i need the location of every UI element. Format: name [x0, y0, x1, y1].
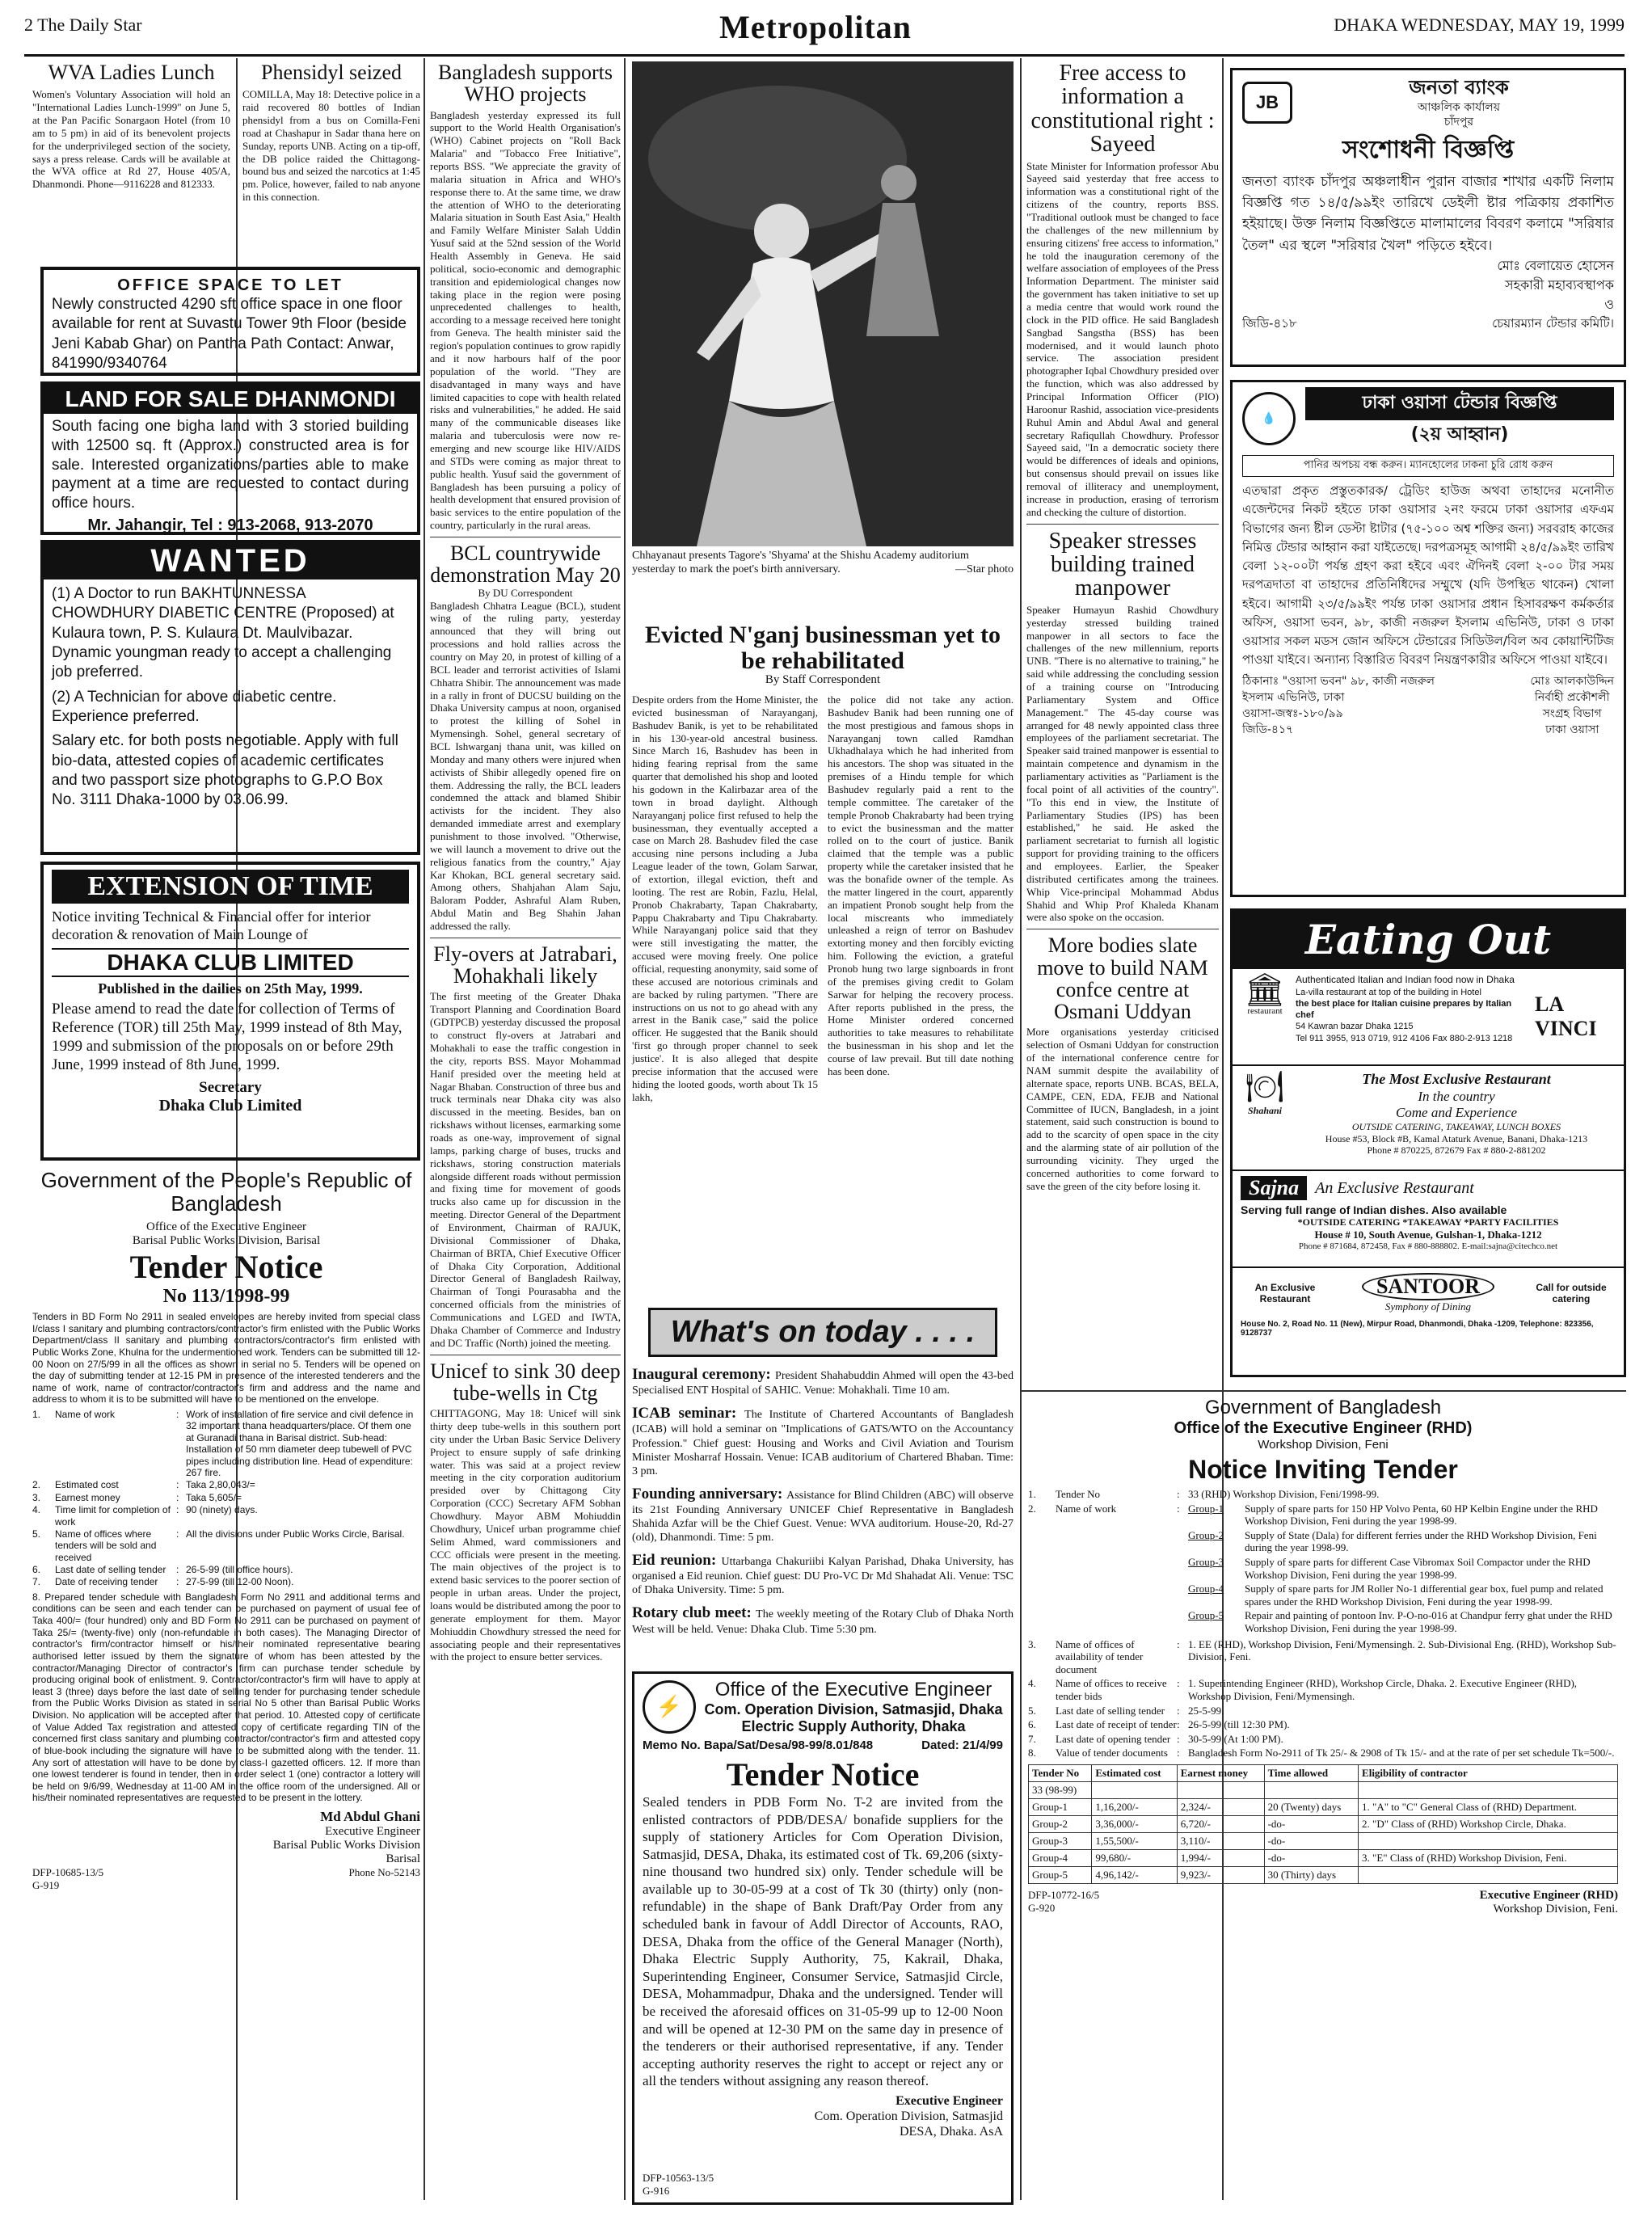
- photo-credit: —Star photo: [955, 563, 1014, 575]
- table-cell: Group-4: [1029, 1849, 1092, 1866]
- rhd-group: [1188, 1609, 1618, 1634]
- article-headline: WVA Ladies Lunch: [48, 61, 215, 84]
- table-cell: -do-: [1264, 1849, 1358, 1866]
- row-value: Work of installation of fire service and civil defence in 32 important thana headquarters/place. Of them one at Guranadi thana in Barisal district. Sub-head: Installation of 50 mm diameter deep tubewell of PVC pipes including distribution line. Head of expenditure: 267 fire.: [186, 1409, 414, 1478]
- dance-photo: [632, 61, 1014, 546]
- ad-phone: Phone # 871684, 872458, Fax # 880-888802. E-mail:sajna@citechco.net: [1298, 1241, 1558, 1251]
- desa-office: Office of the Executive Engineer: [714, 1679, 992, 1701]
- table-cell: [1359, 1781, 1618, 1798]
- ad-line: The Most Exclusive Restaurant: [1362, 1071, 1551, 1087]
- whats-on-heading: Eid reunion:: [632, 1552, 722, 1570]
- avail-offices: 1. EE (RHD), Workshop Division, Feni/Mymensingh. 2. Sub-Divisional Eng. (RHD), Workshop Sub-Division, Feni.: [1188, 1637, 1616, 1663]
- table-cell: 3. "E" Class of (RHD) Workshop Division, Feni.: [1359, 1849, 1618, 1866]
- ad-paragraph: (2) A Technician for above diabetic centre. Experience preferred.: [52, 688, 337, 725]
- desa-logo-icon: ⚡: [643, 1680, 696, 1734]
- photo-caption-block: [632, 550, 1014, 614]
- ad-address: 54 Kawran bazar Dhaka 1215: [1296, 1022, 1414, 1032]
- row-key: Last date of selling tender: [1056, 1704, 1165, 1717]
- table-cell: [1177, 1781, 1264, 1798]
- restaurant-icon: 🏛: [1244, 971, 1286, 1008]
- signature: Secretary: [199, 1079, 262, 1097]
- lavinci-logo: LA VINCI: [1535, 992, 1597, 1040]
- row-colon: :: [176, 1564, 179, 1576]
- table-cell: 4,96,142/-: [1092, 1866, 1177, 1883]
- g-code: G-919: [32, 1879, 60, 1892]
- row-number: 3.: [32, 1491, 41, 1503]
- photo-caption: Chhayanaut presents Tagore's 'Shyama' at the Shishu Academy auditorium yesterday to mark the poet's birth anniversary.: [632, 550, 969, 575]
- whats-on-heading: Inaugural ceremony:: [632, 1366, 776, 1383]
- table-cell: Group-1: [1029, 1798, 1092, 1815]
- signatory-name: Md Abdul Ghani: [320, 1809, 420, 1825]
- bcl-headline: BCL countrywide demonstration May 20: [430, 541, 621, 588]
- table-row: [1029, 1849, 1618, 1866]
- shahani-name: Shahani: [1247, 1104, 1283, 1116]
- row-value: 30-5-99 (At 1:00 PM).: [1188, 1732, 1283, 1745]
- row-number: 7.: [32, 1576, 41, 1588]
- table-cell: [1264, 1781, 1358, 1798]
- tender-notes: 8. Prepared tender schedule with Bangladesh Form No 2911 and additional terms and conditions can be seen and each tender can be purchased on payment of usual fee of Taka 400/= (four hundred) only and BD Form No 2911 can be purchased on payment of Taka 25/= (twenty-five) only (non-refundable in both cases). The Managing Director of contractor's firm/contractor himself or his/their nominated representative bearing authorised letter issued by them the signature of whom has been attested by the contractor/Managing Director of contractor's firm can purchase tender schedule by producing original book of enlistment. 9. Contractor/contractor's firm will have to apply at least 3 (three) days before the last date of selling tender for purchasing tender schedule from the Public Works Division as stated in serial No 5 other than Barisal Public Works Division. No application will be accepted after that period. 10. Attested copy of certificate of Value Added Tax registration and attested copy of certificate regarding TIN of the concerned first class sanitary and plumbing contractor/contractor's firm and attested copy of blue-book including the signature will have to be submitted along with the tender. 11. Any sort of attestation will have to be done by class-I gazetted officers. 12. If more than one lowest tenderer is found in tender, then in order select 1 (one) contractor a lottery will be held on 9/6/99, Wednesday at 11-00 AM in the office room of the undersigned. All or his/their nominated representatives are requested to be present in the lottery.: [32, 1591, 420, 1804]
- sajna-tagline: An Exclusive Restaurant: [1315, 1178, 1474, 1197]
- g-code: G-920: [1028, 1901, 1056, 1914]
- whats-on-text: The Institute of Chartered Accountants of Bangladesh (ICAB) will hold a seminar on "Implications of GATS/WTO on the Accountancy Profession." Chief guest: Housing and Works and Civil Aviation and Tourism Minister Mosharraf Hossain. Venue: ICAB auditorium of Chartered Bhaban. Time: 3 pm.: [632, 1409, 1014, 1477]
- santoor-right: Call for outside catering: [1536, 1282, 1607, 1304]
- recv-offices: 1. Superintending Engineer (RHD), Workshop Circle, Dhaka. 2. Executive Engineer (RHD), Workshop Division, Feni/Mymensingh.: [1188, 1677, 1578, 1702]
- whats-on-item: [632, 1365, 1014, 1397]
- row-number: 8.: [1028, 1747, 1036, 1760]
- wasa-body: এতদ্বারা প্রকৃত প্রস্তুতকারক/ ট্রেডিং হাউজ অথবা তাহাদের মনোনীত এজেন্টদের নিকট হইতে ঢাকা ওয়াসার ২নং ফরমে ঢাকা ওয়াসার এফএম বিভাগের জন্য ষ্টীল ডেস্টা ষ্টাটার (৭৫-১০০ অশ্ব শক্তির জন্য) সরবরাহ কাজের নিমিত্ত টেন্ডার আহ্বান করা যাইতেছে। দরপত্রসমূহ আগামী ২৪/৫/৯৯ইং তারিখ বেলা ১২-০০টা পর্যন্ত গ্রহণ করা হইবে এবং ঐদিনই বেলা ২-০০ টার সময় দরপত্রদাতা বা তাহাদের প্রতিনিধিদের সম্মুখে (যদি উপস্থিত থাকেন) খোলা হইবে। আগামী ২৩/৫/৯৯ইং পর্যন্ত ঢাকা ওয়াসার প্রধান হিসাবরক্ষণ কর্মকর্তার অফিস, ওয়াসা ভবন, ৯৮, কাজী নজরুল ইসলাম এভিনিউ, ঢাকা ও ঢাকা ওয়াসার সকল মডস জোন অফিসে টেন্ডারের সিডিউল/বিল অব কোয়ান্টিটিজ পাওয়া যাইবে। অন্যান্য বিস্তারিত বিবরণ নিয়ন্ত্রণকারীর অফিসে পাওয়া যাইবে।: [1242, 483, 1614, 668]
- notice-body: জনতা ব্যাংক চাঁদপুর অঞ্চলাধীন পুরান বাজার শাখার একটি নিলাম বিজ্ঞপ্তি গত ১৪/৫/৯৯ইং তারিখে ডেইলী ষ্টার পত্রিকায় প্রকাশিত হইয়াছে। উক্ত নিলাম বিজ্ঞপ্তিতে মালামালের বিবরণ কলামে "সরিষার তৈল" এর স্থলে "সরিষার খৈল" পড়িতে হইবে।: [1242, 173, 1614, 254]
- row-number: 6.: [32, 1564, 41, 1576]
- shahani-ad: [1233, 1066, 1624, 1171]
- table-cell: 33 (98-99): [1029, 1781, 1092, 1798]
- ad-line: Come and Experience: [1395, 1104, 1518, 1120]
- flyovers-headline: Fly-overs at Jatrabari, Mohakhali likely: [433, 942, 617, 988]
- ad-address: House #53, Block #B, Kamal Ataturk Avenue, Banani, Dhaka-1213: [1325, 1132, 1588, 1144]
- rhd-group: [1188, 1556, 1618, 1581]
- ref-code: জিডি-৪১৭: [1242, 723, 1294, 737]
- row-number: 2.: [32, 1479, 41, 1491]
- wanted-ad: [40, 540, 420, 855]
- row-colon: :: [1177, 1747, 1180, 1760]
- row-number: 1.: [32, 1409, 41, 1420]
- santoor-ad: [1233, 1268, 1624, 1373]
- bcl-body: Bangladesh Chhatra League (BCL), student wing of the ruling party, yesterday announced that they will bring out processions and hold rallies across the country on May 20, in protest of killing of a BCL leader and terrorist activities of Islami Chhatra Shibir. The announcement was made in a rally in front of DUCSU building on the Dhaka University campus at noon, organised to protest the killing of Sohel in Mymensingh. Sohel, general secretary of BCL Ishwarganj thana unit, was killed on Monday and many others were injured when activists of Shibir allegedly opened fire on them. Addressing the rally, the BCL leaders condemned the attack and blamed Shibir activists for the incident. They also demanded immediate arrest and exemplary punishment to those involved. "Otherwise, we will launch a movement to drive out the religious fanatics from the country," Ajay Kar Khokan, BCL general secretary said. Among others, Shahjahan Alam Saju, Baloram Podder, Ashraful Alam Ruben, Abdul Matin and Beg Shahin Jahan addressed the rally.: [430, 599, 621, 933]
- ad-phone: Phone # 870225, 872679 Fax # 880-2-881202: [1367, 1144, 1546, 1157]
- wasa-address: ঠিকানাঃ "ওয়াসা ভবন" ৯৮, কাজী নজরুল ইসলাম এভিনিউ, ঢাকা: [1242, 674, 1435, 704]
- rhd-date-row: [1028, 1705, 1618, 1717]
- column-rule: [624, 58, 626, 2200]
- table-row: [1029, 1798, 1618, 1815]
- tender-rows: [32, 1409, 420, 1588]
- section-title: Metropolitan: [719, 9, 912, 45]
- ad-line: OUTSIDE CATERING, TAKEAWAY, LUNCH BOXES: [1351, 1121, 1561, 1133]
- eating-out-section: [1230, 908, 1626, 1377]
- row-key: Earnest money: [55, 1491, 120, 1503]
- table-header-cell: Time allowed: [1264, 1764, 1358, 1781]
- desa-signature: DESA, Dhaka. AsA: [900, 2125, 1003, 2139]
- rhd-tender-no: 33 (RHD) Workshop Division, Feni/1998-99.: [1188, 1488, 1380, 1500]
- article-column: Despite orders from the Home Minister, the evicted businessman of Narayanganj, Bashudev Banik, is yet to be rehabilitated in his 130-year-old ancestral business. Since March 16, Bashudev has been in hiding fearing reprisal from the same quarter that demolished his shop and looted his godown in the Kalirbazar area of the town in broad daylight. Although Narayanganj police first refused to help the businessman, they eventually accepted a case on March 28. Bashudev filed the case accusing nine persons including a Juba League leader of the town, Golam Sarwar, of extortion, illegal eviction, theft and looting. The rest are Robin, Fazlu, Helal, Pronob Chakrabarty, Tapan Chakrabarty, Pappu Chakrabarty and Tipu Chakrabarty. While Narayanganj police said that they were still investigating the matter, the accused were moving freely. One police official, requesting anonymity, said some of these accused are notorious criminals and are backed by ruling partymen. "There are instructions on us not to go ahead with any arrest in the Banik case," said the police officer. He suggested that the Banik should 'first go through proper channel to seek justice'. It is also alleged that despite precise information that the accused were hiding the looted goods, worth about Tk 15 lakh,: [632, 693, 818, 1103]
- ad-body: South facing one bigha land with 3 storied building with 12500 sq. ft (Approx.) constructed area is for sale. Interested organizations/parties able to make payment at a time are requested to contact during office hours.: [52, 418, 409, 512]
- ad-line: the best place for Italian cuisine prepares by Italian chef: [1296, 998, 1512, 1021]
- ref-code: জিডি-৪১৮: [1242, 315, 1297, 331]
- ad-line: Serving full range of Indian dishes. Also available: [1241, 1203, 1507, 1216]
- santoor-sub: Symphony of Dining: [1384, 1300, 1472, 1313]
- signature: চেয়ারম্যান টেন্ডার কমিটি।: [1492, 315, 1614, 331]
- whats-on-text: Uttarbanga Chakuriibi Kalyan Parishad, Dhaka University, has organised a Eid reunion. Chief guest: DU Pro-VC Dr Md Shahadat Ali. Venue: TSC of Dhaka University. Time: 5 pm.: [632, 1556, 1014, 1597]
- desa-title: Tender Notice: [726, 1756, 920, 1793]
- whats-on-item: [632, 1485, 1014, 1545]
- whats-on-list: [632, 1365, 1014, 1637]
- group-text: Repair and painting of pontoon Inv. P-O-no-016 at Chandpur ferry ghat under the RHD Workshop Division, Feni during the year 1998-99.: [1245, 1609, 1612, 1634]
- santoor-left: An Exclusive Restaurant: [1254, 1282, 1316, 1304]
- whats-on-heading: ICAB seminar:: [632, 1405, 745, 1422]
- row-colon: :: [176, 1576, 179, 1588]
- row-key: Time limit for completion of work: [55, 1504, 171, 1528]
- who-headline: Bangladesh supports WHO projects: [438, 61, 613, 107]
- row-colon: :: [1177, 1704, 1180, 1717]
- row-value: 26-5-99 (till office hours).: [186, 1564, 293, 1576]
- article-byline: By Staff Correspondent: [765, 673, 881, 686]
- table-cell: 3,110/-: [1177, 1832, 1264, 1849]
- signature: নির্বাহী প্রকৌশলী: [1534, 690, 1610, 704]
- ad-line: La-villa restaurant at top of the building in Hotel: [1296, 987, 1481, 997]
- table-row: [1029, 1832, 1618, 1849]
- row-value: Taka 5,605/=: [186, 1491, 242, 1503]
- whats-on-heading: Rotary club meet:: [632, 1604, 756, 1622]
- dfp-code: DFP-10685-13/5: [32, 1866, 104, 1879]
- ad-line: *OUTSIDE CATERING *TAKEAWAY *PARTY FACILITIES: [1297, 1216, 1559, 1228]
- ad-body: Newly constructed 4290 sft office space in one floor available for rent at Suvastu Tower 9th Floor (beside Jeni Kabab Ghar) on Pantha Path Contact: Anwar, 841990/9340764: [52, 296, 407, 372]
- page-folio: 2 The Daily Star: [24, 15, 142, 35]
- signature: সহকারী মহাব্যবস্থাপক: [1505, 276, 1614, 293]
- sajna-logo: Sajna: [1241, 1176, 1307, 1200]
- row-value: Taka 2,80,043/=: [186, 1479, 255, 1491]
- evicted-article: [632, 622, 1014, 1301]
- table-cell: 6,720/-: [1177, 1815, 1264, 1832]
- row-number: 5.: [32, 1528, 41, 1540]
- article-column: the police did not take any action. Bashudev Banik had been running one of the most prestigious and famous shops in Narayanganj town called Ramdhan Ukhadhalaya which he had inherited from his ancestors. The shop was situated in the premises of a Hindu temple for which Bashudev regularly paid a rent to the temple committee. The caretaker of the temple Pronob Chakrabarty had been trying to evict the businessman and the matter rolled on to the court of justice. Banik claimed that the temple was a public property while the caretaker insisted that he was the bonafide owner of the temple. As the matter lingered in the court, apparently an impatient Pronob sought help from the local miscreants who immediately unleashed a reign of terror on Bashudev extorting money and then forcibly evicting him. Following the eviction, a grateful Pronob hung two large signboards in front of the premises giving credit to Golam Sarwar for helping the recovery process. After reports published in the press, the Home Minister ordered concerned authorities to take measures to rehabilitate the businessman in his shop and let the course of law prevail. But till date nothing has been done.: [828, 693, 1014, 1077]
- rhd-date-row: [1028, 1747, 1618, 1760]
- desa-signature: Com. Operation Division, Satmasjid: [814, 2109, 1003, 2124]
- group-text: Supply of State (Dala) for different ferries under the RHD Workshop Division, Feni during the year 1998-99.: [1245, 1528, 1597, 1554]
- wasa-title: ঢাকা ওয়াসা টেন্ডার বিজ্ঞপ্তি: [1305, 387, 1614, 420]
- published-note: Published in the dailies on 25th May, 1999.: [98, 980, 363, 997]
- whats-on-text: Assistance for Blind Children (ABC) will observe its 21st Founding Anniversary UNICEF Chief Representative in Bangladesh Shahida Azfar will be the Chief Guest. Venue: WVA auditorium. House-20, Rd-27 (old), Dhanmondi. Time: 5 pm.: [632, 1489, 1014, 1545]
- desa-memo: Memo No. Bapa/Sat/Desa/98-99/8.01/848: [643, 1738, 874, 1752]
- table-header-cell: Estimated cost: [1092, 1764, 1177, 1781]
- table-cell: -do-: [1264, 1832, 1358, 1849]
- free-access-headline: Free access to information a constitutional right : Sayeed: [1030, 61, 1215, 158]
- article-body: Women's Voluntary Association will hold an "International Ladies Lunch-1999" on June 5, at the Pan Pacific Sonargaon Hotel (from 10 am to 5 pm) in aid of its benevolent projects for the underprivileged section of the society, says a press release. Cards will be available at the WVA office at Rd 27, House 405/A, Dhanmondi. Phone—9116228 and 812333.: [32, 88, 230, 191]
- whats-on-text: President Shahabuddin Ahmed will open the 43-bed Specialised ENT Hospital of SAHIC. Venue: Mohakhali. Time 10 am.: [632, 1370, 1014, 1397]
- ad-paragraph: Salary etc. for both posts negotiable. Apply with full bio-data, attested copies of academic certificates and two passport size photographs to G.P.O Box No. 3111 Dhaka-1000 by 03.06.99.: [52, 732, 398, 809]
- tender-division: Barisal Public Works Division, Barisal: [132, 1234, 321, 1247]
- whats-on-heading: Founding anniversary:: [632, 1485, 787, 1502]
- unicef-body: CHITTAGONG, May 18: Unicef will sink thirty deep tube-wells in this southern port city under the Urban Basic Service Delivery Project to ensure supply of safe drinking water. This was said at a project review meeting in the city corporation auditorium presided over by Chittagong City Corporation (CCC) Secretary AFM Sobhan Chowdhury. Mayor ABM Mohiuddin Chowdhury, Unicef urban programme chief Selim Ahmed, ward commissioners and CCC officials were present in the meeting. The main objectives of the project is to extend basic services to the poorer section of people in urban areas. Under the project, loans would be distributed among the poor to generate employment for them. Mayor Mohiuddin Chowdhury stressed the need for associating people and their representatives with the project to ensure better services.: [430, 1407, 621, 1663]
- table-header-cell: Tender No: [1029, 1764, 1092, 1781]
- speaker-headline: Speaker stresses building trained manpower: [1048, 528, 1197, 601]
- tender-office: Office of the Executive Engineer: [146, 1220, 306, 1233]
- row-key: Name of work: [55, 1409, 116, 1420]
- dancer-illustration: [632, 61, 1014, 546]
- row-number: 5.: [1028, 1704, 1036, 1717]
- row-value: 26-5-99 (till 12:30 PM).: [1188, 1718, 1290, 1731]
- table-cell: 1,55,500/-: [1092, 1832, 1177, 1849]
- table-cell: 99,680/-: [1092, 1849, 1177, 1866]
- ad-title: LAND FOR SALE DHANMONDI: [44, 385, 417, 414]
- nam-headline: More bodies slate move to build NAM confce centre at Osmani Uddyan: [1037, 933, 1208, 1024]
- ad-line: Authenticated Italian and Indian food now in Dhaka: [1296, 974, 1515, 985]
- desa-date: Dated: 21/4/99: [921, 1738, 1003, 1752]
- rhd-gov: Government of Bangladesh: [1204, 1397, 1442, 1418]
- bank-city: চাঁদপুর: [1443, 116, 1474, 129]
- group-label: Group-5: [1188, 1609, 1224, 1622]
- ad-phone: Tel 911 3955, 913 0719, 912 4106 Fax 880-2-913 1218: [1296, 1033, 1513, 1043]
- tender-number: No 113/1998-99: [162, 1286, 290, 1307]
- club-name: DHAKA CLUB LIMITED: [52, 948, 409, 977]
- flyovers-body: The first meeting of the Greater Dhaka Transport Planning and Coordination Board (GDTPCB) yesterday discussed the proposal to construct fly-overs at Jatrabari and Mohakhali to ease the traffic congestion in the city, reports BSS. Mayor Mohammad Hanif presided over the meeting held at Nagar Bhaban. Construction of three bus and truck terminals near Dhaka city was also discussed in the meeting. Besides, ban on rickshaws without licenses, earmarking some roads as one-way, improvement of signal lamps, parking charge of buses, trucks and rickshaws, storing construction materials alongside different roads without permission and fixing time for movement of goods trucks also came up for discussion in the meeting. Director General of the Department of Environment, Chairman of RAJUK, Divisional Commissioner of Dhaka, Chairman of BRTA, Chief Executive Officer of Dhaka City Corporation, Additional Director General of Bangladesh Railway, Chairman of Tongi Pourasabha and the concerned officials from the ministries of Communications and LGED and IWTA, Dhaka Chamber of Commerce and Industry and DC Traffic (North) joined the meeting.: [430, 990, 621, 1349]
- table-cell: 2. "D" Class of (RHD) Workshop Circle, Dhaka.: [1359, 1815, 1618, 1832]
- signatory-city: Barisal: [386, 1852, 420, 1866]
- shahani-logo-icon: 🍽: [1245, 1070, 1285, 1104]
- row-value: 90 (ninety) days.: [186, 1504, 258, 1516]
- dhaka-wasa-tender: [1230, 380, 1626, 897]
- dfp-code: DFP-10772-16/5: [1028, 1888, 1100, 1901]
- whats-on-item: [632, 1604, 1014, 1636]
- rhd-dates: [1028, 1705, 1618, 1760]
- whats-on-today: [632, 1308, 1014, 1663]
- signature: মোঃ আলকাউদ্দিন: [1530, 674, 1614, 688]
- table-cell: 20 (Twenty) days: [1264, 1798, 1358, 1815]
- table-cell: 1. "A" to "C" General Class of (RHD) Department.: [1359, 1798, 1618, 1815]
- rhd-date-row: [1028, 1718, 1618, 1731]
- bank-name: জনতা ব্যাংক: [1409, 76, 1509, 99]
- tender-row: [32, 1576, 420, 1587]
- tender-gov: Government of the People's Republic of Bangladesh: [40, 1168, 412, 1216]
- masthead: [24, 8, 1625, 57]
- desa-division: Com. Operation Division, Satmasjid, Dhaka: [704, 1701, 1003, 1717]
- table-header-cell: Earnest money: [1177, 1764, 1264, 1781]
- g-code: G-916: [643, 2185, 670, 2197]
- tender-row: [32, 1409, 420, 1478]
- signature: ঢাকা ওয়াসা: [1545, 723, 1599, 737]
- whats-on-item: [632, 1551, 1014, 1597]
- signature: Dhaka Club Limited: [158, 1097, 302, 1115]
- table-cell: Group-2: [1029, 1815, 1092, 1832]
- table-row: [1029, 1815, 1618, 1832]
- wasa-slogan: পানির অপচয় বন্ধ করুন। ম্যানহোলের ঢাকনা চুরি রোধ করুন: [1242, 455, 1614, 477]
- table-cell: [1359, 1832, 1618, 1849]
- janata-bank-notice: [1230, 68, 1626, 367]
- tender-title: Tender Notice: [129, 1249, 323, 1285]
- table-row: [1029, 1866, 1618, 1883]
- who-body: Bangladesh yesterday expressed its full support to the World Health Organisation's (WHO) Cabinet projects on "Roll Back Malaria" and "Tobacco Free Initiative", reports BSS. "We appreciate the gravity of malaria situation in Africa and WHO's response there to. At the same time, we draw the attention of WHO to the deteriorating Malaria situation in South East Asia," Health and Family Welfare Minister Salah Uddin Yusuf said at the 52nd session of the World Health Assembly in Geneva. He said political, socio-economic and demographic transition and epidemiological changes now taking place in the region were posing unprecedented challenges to health, according to a message received here tonight from Geneva. The health minister said the region's population continues to grow rapidly and it now harbours half of the poor population of the world. "They are disadvantaged in many ways and have limited capacities to cope with health related risks and vulnerabilities," he added. He said many of the communicable diseases like malaria and tuberculosis were now re-emerging and new scourge like HIV/AIDS and STDs were coming as major threat to public health. Yusuf said the government of Bangladesh has been pursuing a policy of health development that ensured provision of basic services to the entire population of the country, particularly in the rural areas.: [430, 108, 621, 532]
- table-cell: 9,923/-: [1177, 1866, 1264, 1883]
- row-value: All the divisions under Public Works Circle, Barisal.: [186, 1528, 405, 1540]
- table-cell: -do-: [1264, 1815, 1358, 1832]
- row-key: Name of offices where tenders will be sold and received: [55, 1528, 157, 1563]
- bcl-byline: By DU Correspondent: [478, 586, 573, 599]
- rhd-group: [1188, 1529, 1618, 1554]
- tender-row: [32, 1564, 420, 1575]
- desa-authority: Electric Supply Authority, Dhaka: [741, 1718, 966, 1734]
- desa-signature: Executive Engineer: [896, 2093, 1003, 2108]
- nam-body: More organisations yesterday criticised selection of Osmani Uddyan for construction of the international conference centre for NAM summit despite the availability of alternate space, reports UNB. BCAS, BELA, CAMPE, CEN, EDA, FEJB and National Committee of IUCN, Bangladesh, in a joint statement, said such construction is bound to add to the scarcity of open space in the city and the alarming state of air pollution of the surrounding vicinity. They urged the concerned authorities to come forward to save the green of the city before losing it.: [1026, 1026, 1219, 1192]
- extension-of-time-ad: [40, 862, 420, 1161]
- group-label: Group-3: [1188, 1555, 1224, 1568]
- wasa-logo-icon: 💧: [1242, 392, 1296, 445]
- row-key: Date of receiving tender: [55, 1576, 158, 1588]
- rhd-groups: [1188, 1502, 1618, 1637]
- ad-address: House # 10, South Avenue, Gulshan-1, Dhaka-1212: [1314, 1229, 1542, 1241]
- speaker-body: Speaker Humayun Rashid Chowdhury yesterday stressed building trained manpower in all sectors to face the challenges of the new millennium, reports UNB. "There is no alternative to training," he said while addressing the concluding session of a training course on "Introducing Parliamentary System and Office Management." The 45-day course was arranged for 48 newly appointed class three employees of the parliament secretariat. The Speaker said trained manpower is essential to maintain competence and dynamism in the parliamentary activities as "Parliament is the focal point of all activities of the country". "To this end in view, the Institute of Parliamentary Studies (IPS) has been established," he said. He asked the parliament secretariat to furnish all logistic support for providing training to the officers and employees. Earlier, the Speaker distributed certificates among the trainees. Whip Vice-principal Mohammad Abdus Shahid and Whip Prof Khaleda Khanam were also spoke on the occasion.: [1026, 603, 1219, 924]
- wasa-memo: ওয়াসা-জস্বঃ-১৮০/৯৯: [1242, 707, 1343, 721]
- ad-title: OFFICE SPACE TO LET: [117, 276, 343, 294]
- row-number: 6.: [1028, 1718, 1036, 1731]
- group-text: Supply of spare parts for JM Roller No-1 differential gear box, fuel pump and related spares under the RHD Workshop Division, Feni during the year 1998-99.: [1245, 1583, 1604, 1608]
- table-header-cell: Eligibility of contractor: [1359, 1764, 1618, 1781]
- column-3: [430, 61, 621, 2203]
- tender-row: [32, 1492, 420, 1503]
- row-number: 7.: [1028, 1732, 1036, 1745]
- ad-intro: Notice inviting Technical & Financial offer for interior decoration & renovation of Main Lounge of: [52, 908, 371, 942]
- whats-on-item: [632, 1404, 1014, 1477]
- land-sale-ad: [40, 381, 420, 535]
- row-key: Last date of receipt of tender: [1056, 1718, 1177, 1731]
- rhd-group: [1188, 1583, 1618, 1608]
- ad-title: EXTENSION OF TIME: [52, 870, 409, 904]
- row-key: Value of tender documents: [1056, 1747, 1168, 1760]
- unicef-headline: Unicef to sink 30 deep tube-wells in Ctg: [430, 1359, 621, 1405]
- article-headline: Evicted N'ganj businessman yet to be rehabilitated: [644, 622, 1001, 674]
- wva-article: [32, 61, 230, 191]
- signature: সংগ্রহ বিভাগ: [1542, 707, 1602, 721]
- ad-body: Please amend to read the date for collection of Terms of Reference (TOR) till 25th May, 1999 instead of 8th May, 1999 and submission of the proposals on or before 29th June, 1999 instead of 8th June, 1999.: [52, 1001, 402, 1073]
- tender-row: [32, 1528, 420, 1563]
- group-label: Group-1: [1188, 1502, 1224, 1515]
- tender-intro: Tenders in BD Form No 2911 in sealed envelopes are hereby invited from special class I/class I sanitary and plumbing contractors/contractor's firm enlisted with the Public Works Department/class II sanitary and plumbing contractors/contractor's firm enlisted with Public Works Zone, Khulna for the undermentioned work. Tenders can be submitted till 12-00 Noon on 27/5/99 in all the offices as shown in serial no 5. Tenders will be opened on the day of submitting tender at 12-15 PM in presence of the interested tenderers and the name of work, name of contractor/contractor's firm and address and the name and address to whom it is to be submitted will have to be mentioned on the envelope.: [32, 1311, 420, 1406]
- office-space-ad: [40, 267, 420, 376]
- row-key: Estimated cost: [55, 1479, 119, 1491]
- restaurant-label: restaurant: [1247, 1006, 1283, 1016]
- table-cell: [1359, 1866, 1618, 1883]
- signatory-division: Barisal Public Works Division: [272, 1838, 420, 1852]
- janata-logo-icon: JB: [1242, 82, 1292, 124]
- signatory-title: Executive Engineer: [325, 1824, 420, 1838]
- row-colon: :: [1177, 1732, 1180, 1745]
- whats-on-banner: What's on today . . . .: [648, 1308, 997, 1357]
- desa-tender-notice: [632, 1671, 1014, 2205]
- rhd-division: Workshop Division, Feni: [1258, 1438, 1389, 1452]
- bank-office: আঞ্চলিক কার্যালয়: [1418, 101, 1500, 115]
- desa-body: Sealed tenders in PDB Form No. T-2 are invited from the enlisted contractors of PDB/DESA/ bonafide suppliers for the supply of stationery Articles for Com Operation Division, Satmasjid, DESA, Dhaka, its estimated cost of Tk. 69,206 (sixty-nine thousand two hundred six) only. Tender schedule will be available up to 30-05-99 at a cost of Tk 30 (thirty) only (non-refundable) in the shape of Bank Draft/Pay Order from any scheduled bank in favour of Addl Director of Accounts, RAO, DESA, Dhaka from the office of the General Manager (North), Dhaka Electric Supply Authority, 75, Kakrail, Dhaka, Superintending Engineer, Consumer Service, Satmasjid Circle, DESA, Mohammadpur, Dhaka and the undersigned. Tender will be received the aforesaid offices on 31-05-99 up to 12-00 Noon and will be opened at 12-30 PM on the same day in presence of the tenderers or their authorised representative, if any. Tender accepting authority reserves the right to accept or reject any or all the tenders without assigning any reason thereof.: [643, 1794, 1003, 2089]
- table-cell: 1,16,200/-: [1092, 1798, 1177, 1815]
- table-cell: Group-5: [1029, 1866, 1092, 1883]
- row-key: Last date of selling tender: [55, 1564, 166, 1576]
- row-value: Bangladesh Form No-2911 of Tk 25/- & 2908 of Tk 15/- and at the rate of per set schedule Tk=500/-.: [1188, 1747, 1615, 1760]
- notice-title: সংশোধনী বিজ্ঞপ্তি: [1342, 135, 1515, 164]
- group-text: Supply of spare parts for 150 HP Volvo Penta, 60 HP Kelbin Engine under the RHD Workshop Division, Feni during the year 1998-99.: [1245, 1502, 1598, 1528]
- table-cell: 1,994/-: [1177, 1849, 1264, 1866]
- signature: Executive Engineer (RHD): [1479, 1888, 1618, 1902]
- free-access-body: State Minister for Information professor Abu Sayeed said yesterday that free access to information was a constitutional right of the citizens of the country, reports BSS. "Traditional outlook must be changed to face the challenges of the new millennium by ensuring citizens' free access to information," he told the inauguration ceremony of the welfare association of employees of the Press Information Department. The minister said the government has taken initiative to set up a media centre that would work round the clock in the PID office. He said Bangladesh Sangbad Sangstha (BSS) has been modernised, and it would launch photo service. The association president photographer Iqbal Chowdhury presided over the function, which was also addressed by Principal Information Officer (PIO) Haroonur Rashid, association vice-presidents Ruhul Amin and Abdul Awal and general secretary Rafiqullah Chowdhury. Professor Sayeed said, "In a democratic society there would be differences of ideals and opinions, but consensus should prevail on issues like removal of illiteracy and unemployment, increase in production, erasing of terrorism and checking the culture of distortion.: [1026, 159, 1219, 518]
- rhd-date-row: [1028, 1733, 1618, 1746]
- barisal-tender-body: [32, 1220, 420, 2206]
- eating-out-banner: Eating Out: [1233, 911, 1624, 969]
- rhd-table: [1028, 1764, 1618, 1884]
- row-value: 27-5-99 (till 12-00 Noon).: [186, 1576, 294, 1588]
- table-cell: Group-3: [1029, 1832, 1092, 1849]
- table-cell: 3,36,000/-: [1092, 1815, 1177, 1832]
- article-headline: Phensidyl seized: [260, 61, 402, 84]
- phone: Phone No-52143: [348, 1866, 420, 1879]
- ad-line: In the country: [1418, 1088, 1495, 1104]
- group-label: Group-4: [1188, 1583, 1224, 1595]
- row-number: 4.: [32, 1504, 41, 1516]
- lavinci-ad: [1233, 969, 1624, 1066]
- article-body: COMILLA, May 18: Detective police in a raid recovered 80 bottles of Indian phensidyl from a bus on Comilla-Feni road at Chashapur in Sadar thana here on Sunday, reports UNB. Acting on a tip-off, the DB police raided the Chittagong-bound bus and seized the narcotics at 1:45 pm. Police, however, failed to nab anyone in this connection.: [242, 88, 420, 204]
- table-cell: 2,324/-: [1177, 1798, 1264, 1815]
- row-value: 25-5-99.: [1188, 1704, 1224, 1717]
- dfp-code: DFP-10563-13/5: [643, 2172, 714, 2184]
- row-colon: :: [1177, 1718, 1180, 1731]
- row-colon: :: [176, 1479, 179, 1491]
- tender-row: [32, 1504, 420, 1528]
- row-key: Last date of opening tender: [1056, 1732, 1171, 1745]
- row-colon: :: [176, 1491, 179, 1503]
- table-cell: [1092, 1781, 1177, 1798]
- group-label: Group-2: [1188, 1528, 1224, 1541]
- santoor-logo: SANTOOR: [1362, 1273, 1494, 1300]
- signature: মোঃ বেলায়েত হোসেন: [1497, 257, 1614, 273]
- ad-contact: Mr. Jahangir, Tel : 913-2068, 913-2070: [87, 516, 373, 534]
- signature: ও: [1604, 296, 1614, 312]
- dateline: DHAKA WEDNESDAY, MAY 19, 1999: [1334, 15, 1625, 35]
- signature: Workshop Division, Feni.: [1493, 1902, 1618, 1915]
- recv-label: Name of offices to receive tender bids: [1056, 1677, 1167, 1702]
- rhd-group: [1188, 1502, 1618, 1528]
- row-colon: :: [176, 1504, 179, 1516]
- avail-label: Name of offices of availability of tender document: [1056, 1637, 1144, 1675]
- table-cell: 30 (Thirty) days: [1264, 1866, 1358, 1883]
- row-colon: :: [176, 1528, 179, 1540]
- rhd-title: Notice Inviting Tender: [1188, 1455, 1458, 1484]
- ad-address: House No. 2, Road No. 11 (New), Mirpur Road, Dhanmondi, Dhaka -1209, Telephone: 823356, 9128737: [1241, 1320, 1594, 1338]
- group-text: Supply of spare parts for different Case Vibromax Soil Compactor under the RHD Workshop Division, Feni during the year 1998-99.: [1245, 1555, 1591, 1581]
- ad-title: WANTED: [44, 543, 417, 579]
- row-colon: :: [176, 1409, 179, 1420]
- table-row: [1029, 1781, 1618, 1798]
- tender-row: [32, 1479, 420, 1490]
- rhd-office: Office of the Executive Engineer (RHD): [1174, 1419, 1473, 1437]
- sajna-ad: [1233, 1171, 1624, 1268]
- whats-on-text: The weekly meeting of the Rotary Club of Dhaka North West will be held. Venue: Dhaka Club. Time 5:30 pm.: [632, 1608, 1014, 1636]
- rhd-tender-notice: Government of Bangladesh Office of the Executive Engineer (RHD) Workshop Division, Feni Notice Inviting Tender 1. Tender No : 33 (RHD) Workshop Division, Feni/1998-99. 2. Name of work : Group-1 Supply of spare parts for 150 HP Volvo Penta, 60 HP Kelbin Engine under the RHD Workshop Division, Feni during the year 1998-99. Group-2 Supply of State (Dala) for different ferries under the RHD Workshop Division, Feni during the year 1998-99. Group-3 Supply of spare parts for different Case Vibromax Soil Compactor under the RHD Workshop Division, Feni during the year 1998-99. Group-4 Supply of spare parts for JM Roller No-1 differential gear box, fuel pump and related spares under the RHD Workshop Division, Feni during the year 1998-99. Group-5 Repair and painting of pontoon Inv. P-O-no-016 at Chandpur ferry ghat under the RHD Workshop Division, Feni during the year 1998-99. 3. Name of offices of availability of tender document : 1. EE (RHD), Workshop Division, Feni/Mymensingh. 2. Sub-Divisional Eng. (RHD), Workshop Sub-Division, Feni. 4. Name of offices to receive tender bids : 1. Superintending Engineer (RHD), Workshop Circle, Dhaka. 2. Executive Engineer (RHD), Workshop Division, Feni/Mymensingh. 5. Last date of selling tender : 25-5-99. 6. Last date of receipt of tender : 26-5-99 (till 12:30 PM). 7. Last date of opening tender : 30-5-99 (At 1:00 PM). 8. Value of tender documents : Bangladesh Form No-2911 of Tk 25/- & 2908 of Tk 15/- and at the rate of per set schedule Tk=500/-. Tender No Estimated cost Earnest money Time allowed Eligibility of contractor 33 (98-99) Group-1 1,16,200/- 2,324/- 20 (Twenty) days 1. "A" to "C" General Class of (RHD) Department. Group-2 3,36,000/- 6,720/- -do- 2. "D" Class of (RHD) Workshop Circle, Dhaka. Group-3 1,55,500/- 3,110/- -do- Group-4 99,680/- 1,994/- -do- 3. "E" Class of (RHD) Workshop Division, Feni. Group-5 4,96,142/- 9,923/- 30 (Thirty) days DFP-10772-16/5 G-920 Executive Engineer (RHD) Workshop Division, Feni.: [1020, 1390, 1626, 2206]
- ad-paragraph: (1) A Doctor to run BAKHTUNNESSA CHOWDHURY DIABETIC CENTRE (Proposed) at Kulaura town, P. S. Kulaura Dt. Maulvibazar. Dynamic youngman ready to accept a challenging job preferred.: [52, 585, 394, 681]
- column-rule: [424, 58, 425, 2200]
- wasa-subtitle: (২য় আহ্বান): [1410, 424, 1509, 445]
- phensidyl-article: [242, 61, 420, 204]
